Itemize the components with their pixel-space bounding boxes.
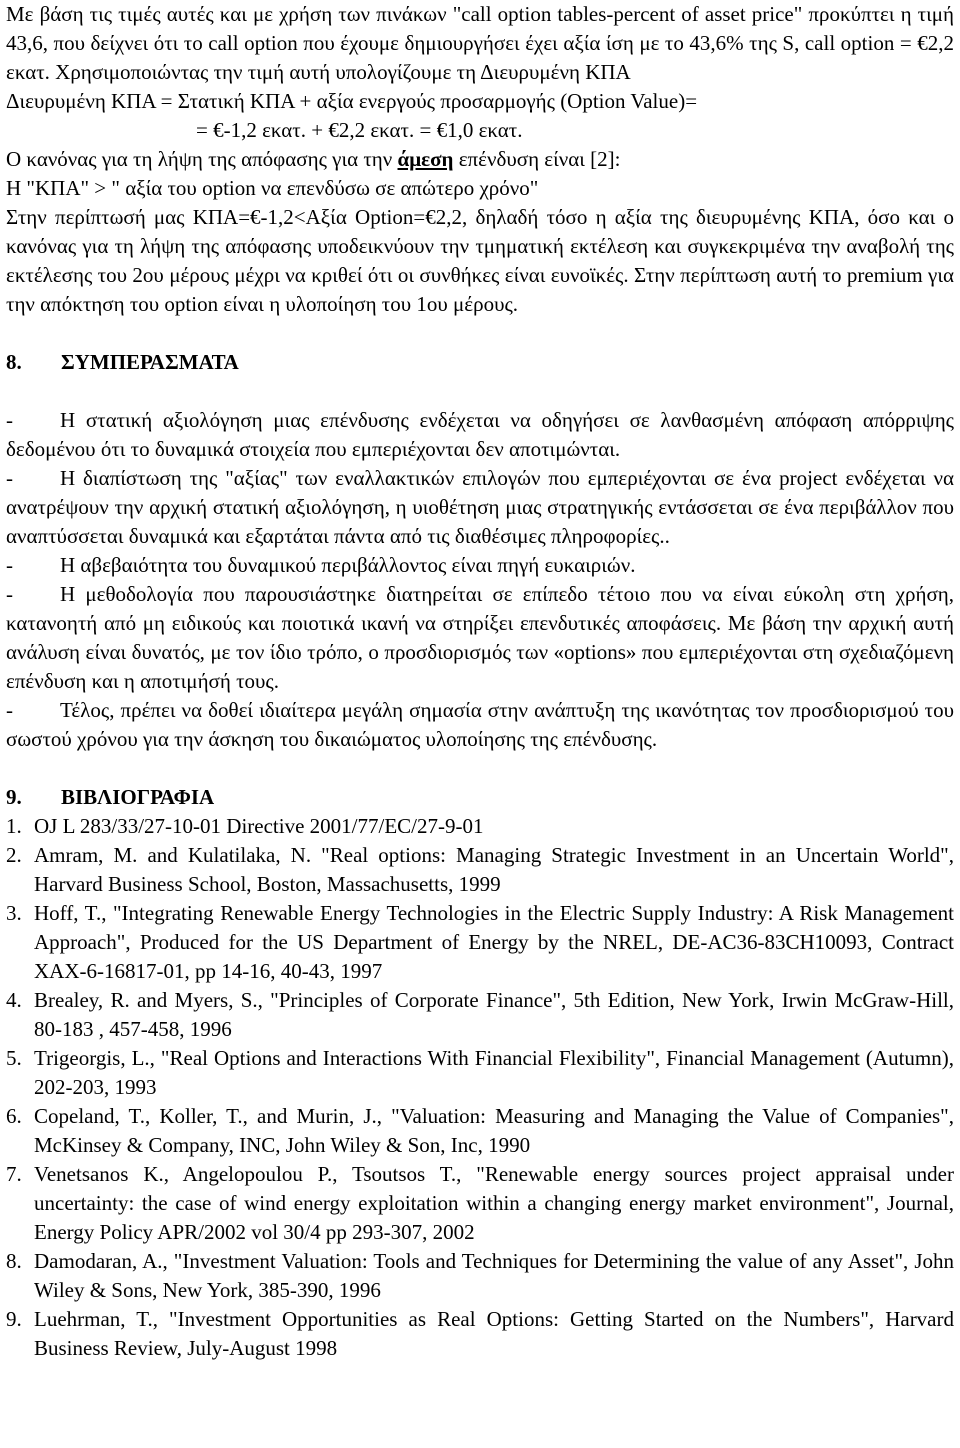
reference-item xyxy=(6,1102,954,1160)
conclusion-text: Η στατική αξιολόγηση μιας επένδυσης ενδέχεται να οδηγήσει σε λανθασμένη απόφαση απόρριψης δεδομένου ότι το δυναμικά στοιχεία που εμπεριέχονται δεν αποτιμώνται. xyxy=(6,408,954,461)
reference-number: 9. xyxy=(6,1307,22,1331)
formula-line-1 xyxy=(6,87,954,116)
formula-text-1: Διευρυμένη ΚΠΑ = Στατική ΚΠΑ + αξία ενεργούς προσαρμογής (Option Value)= xyxy=(6,89,698,113)
section-8-title: ΣΥΜΠΕΡΑΣΜΑΤΑ xyxy=(61,350,239,374)
reference-text: Brealey, R. and Myers, S., "Principles of Corporate Finance", 5th Edition, New York, Irwin McGraw-Hill, 80-183 , 457-458, 1996 xyxy=(34,988,954,1041)
section-9-number: 9. xyxy=(6,785,22,809)
bibliography-list xyxy=(6,812,954,1363)
conclusion-text: Η μεθοδολογία που παρουσιάστηκε διατηρείται σε επίπεδο τέτοιο που να είναι εύκολη στη χρήση, κατανοητή από μη ειδικούς και ποιοτικά ικανή να στηρίξει επενδυτικές αποφάσεις. Με βάση την αρχική αυτή ανάλυση είναι δυνατός, με τον ίδιο τρόπο, ο προσδιορισμός των «options» που εμπεριέχονται στη σχεδιαζόμενη επένδυση και η αποτιμήσή τους. xyxy=(6,582,954,693)
bullet-dash: - xyxy=(6,408,13,432)
reference-number: 4. xyxy=(6,988,22,1012)
conclusion-text: Η αβεβαιότητα του δυναμικού περιβάλλοντος είναι πηγή ευκαιριών. xyxy=(60,553,636,577)
rule-suffix: επένδυση είναι [2]: xyxy=(453,147,621,171)
rule-emphasis: άμεση xyxy=(397,147,454,171)
reference-number: 1. xyxy=(6,814,22,838)
bullet-dash: - xyxy=(6,582,13,606)
reference-number: 3. xyxy=(6,901,22,925)
reference-item xyxy=(6,841,954,899)
reference-text: Copeland, T., Koller, T., and Murin, J., "Valuation: Measuring and Managing the Value of Companies", McKinsey & Company, INC, John Wiley & Son, Inc, 1990 xyxy=(34,1104,954,1157)
section-9-heading xyxy=(6,783,954,812)
reference-item xyxy=(6,986,954,1044)
reference-text: Amram, M. and Kulatilaka, N. "Real options: Managing Strategic Investment in an Uncertain World", Harvard Business School, Boston, Massachusetts, 1999 xyxy=(34,843,954,896)
reference-item xyxy=(6,812,954,841)
reference-item xyxy=(6,1160,954,1247)
reference-number: 5. xyxy=(6,1046,22,1070)
conclusion-item xyxy=(6,551,954,580)
intro-paragraph: Με βάση τις τιμές αυτές και με χρήση των πινάκων "call option tables-percent of asset price" προκύπτει η τιμή 43,6, που δείχνει ότι το call option που έχουμε δημιουργήσει έχει αξία ίση με το 43,6% της S, call option = €2,2 εκατ. Χρησιμοποιώντας την τιμή αυτή υπολογίζουμε τη Διευρυμένη ΚΠΑ xyxy=(6,2,954,84)
reference-text: Trigeorgis, L., "Real Options and Interactions With Financial Flexibility", Financial Management (Autumn), 202-203, 1993 xyxy=(34,1046,954,1099)
rule-prefix: Ο κανόνας για τη λήψη της απόφασης για την xyxy=(6,147,398,171)
reference-item xyxy=(6,1247,954,1305)
formula-text-2: = €-1,2 εκατ. + €2,2 εκατ. = €1,0 εκατ. xyxy=(196,118,523,142)
bullet-dash: - xyxy=(6,698,13,722)
section-8-heading xyxy=(6,348,954,377)
conclusion-text: Η διαπίστωση της "αξίας" των εναλλακτικών επιλογών που εμπεριέχονται σε ένα project ενδέχεται να ανατρέψουν την αρχική στατική αξιολόγηση, η υιοθέτηση μιας στρατηγικής εντάσσεται σε ένα περιβάλλον που αναπτύσσεται δυναμικά και εξαρτάται πάντα από τις διαθέσιμες πληροφορίες.. xyxy=(6,466,954,548)
conclusion-text: Τέλος, πρέπει να δοθεί ιδιαίτερα μεγάλη σημασία στην ανάπτυξη της ικανότητας τον προσδιορισμού του σωστού χρόνου για την άσκηση του δικαιώματος υλοποίησης της επένδυσης. xyxy=(6,698,954,751)
spacer xyxy=(6,319,954,348)
decision-rule xyxy=(6,145,954,174)
bullet-dash: - xyxy=(6,466,13,490)
conclusion-item xyxy=(6,696,954,754)
decision-rule-formula: Η "ΚΠΑ" > " αξία του option να επενδύσω σε απώτερο χρόνο" xyxy=(6,176,539,200)
spacer xyxy=(6,754,954,783)
reference-text: Hoff, T., "Integrating Renewable Energy Technologies in the Electric Supply Industry: A Risk Management Approach", Produced for the US Department of Energy by the NREL, DE-AC36-83CH10093, Contract XAX-6-16817-01, pp 14-16, 40-43, 1997 xyxy=(34,901,954,983)
conclusions-list xyxy=(6,406,954,754)
reference-item xyxy=(6,1305,954,1363)
reference-number: 2. xyxy=(6,843,22,867)
reference-number: 7. xyxy=(6,1162,22,1186)
section-9-title: ΒΙΒΛΙΟΓΡΑΦΙΑ xyxy=(61,785,215,809)
formula-line-2 xyxy=(6,116,954,145)
reference-text: OJ L 283/33/27-10-01 Directive 2001/77/EC/27-9-01 xyxy=(34,814,484,838)
conclusion-item xyxy=(6,580,954,696)
reference-text: Luehrman, T., "Investment Opportunities as Real Options: Getting Started on the Numbers", Harvard Business Review, July-August 1998 xyxy=(34,1307,954,1360)
reference-number: 8. xyxy=(6,1249,22,1273)
bullet-dash: - xyxy=(6,553,13,577)
reference-item xyxy=(6,1044,954,1102)
conclusion-item xyxy=(6,464,954,551)
conclusion-paragraph: Στην περίπτωσή μας ΚΠΑ=€-1,2<Αξία Option=€2,2, δηλαδή τόσο η αξία της διευρυμένης ΚΠΑ, όσο και ο κανόνας για τη λήψη της απόφασης υποδεικνύουν την τμηματική εκτέλεση και συγκεκριμένα την αναβολή της εκτέλεσης του 2ου μέρους μέχρι να κριθεί ότι οι συνθήκες είναι ευνοϊκές. Στην περίπτωση αυτή το premium για την απόκτηση του option είναι η υλοποίηση του 1ου μέρους. xyxy=(6,205,954,316)
reference-number: 6. xyxy=(6,1104,22,1128)
conclusion-item xyxy=(6,406,954,464)
section-8-number: 8. xyxy=(6,350,22,374)
reference-text: Damodaran, A., "Investment Valuation: Tools and Techniques for Determining the value of any Asset", John Wiley & Sons, New York, 385-390, 1996 xyxy=(34,1249,954,1302)
reference-item xyxy=(6,899,954,986)
spacer xyxy=(6,377,954,406)
reference-text: Venetsanos K., Angelopoulou P., Tsoutsos T., "Renewable energy sources project appraisal under uncertainty: the case of wind energy exploitation within a changing energy market environment", Journal, Energy Policy APR/2002 vol 30/4 pp 293-307, 2002 xyxy=(34,1162,954,1244)
